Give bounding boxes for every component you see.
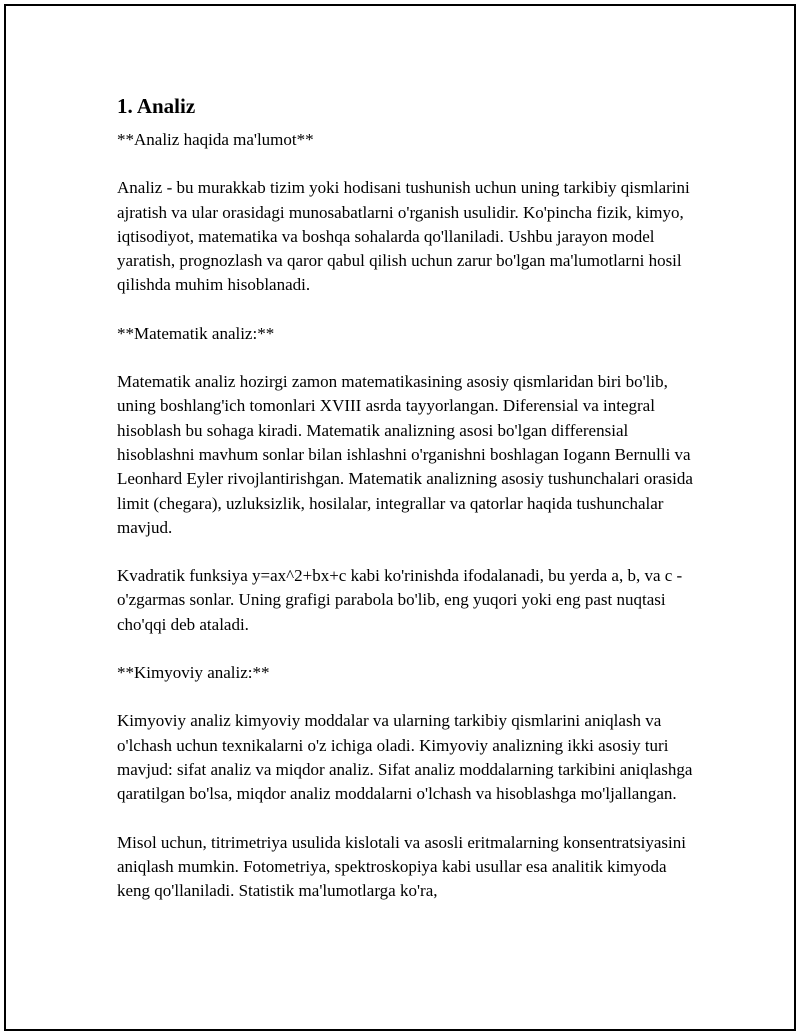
paragraph-analiz-definition: Analiz - bu murakkab tizim yoki hodisani tushunish uchun uning tarkibiy qismlarini ajratish va ular orasidagi munosabatlarni o'rganish usulidir. Ko'pincha fizik, kimyo, iqtisodiyot, matematika va boshqa sohalarda qo'llaniladi. Ushbu jarayon model yaratish, prognozlash va qaror qabul qilish uchun zarur bo'lgan ma'lumotlarni hosil qilishda muhim hisoblanadi. (117, 178, 690, 295)
subheading-analiz-info: **Analiz haqida ma'lumot** (117, 130, 314, 149)
paragraph-matematik-analiz: Matematik analiz hozirgi zamon matematikasining asosiy qismlaridan biri bo'lib, uning boshlang'ich tomonlari XVIII asrda tayyorlangan. Diferensial va integral hisoblash bu sohaga kiradi. Matematik analizning asosi bo'lgan differensial hisoblashni mavhum sonlar bilan ishlashni o'rganishni boshlagan Iogann Bernulli va Leonhard Eyler rivojlantirishgan. Matematik analizning asosiy tushunchalari orasida limit (chegara), uzluksizlik, hosilalar, integrallar va qatorlar haqida tushunchalar mavjud. (117, 372, 693, 537)
subheading-matematik-analiz: **Matematik analiz:** (117, 323, 275, 343)
paragraph-kimyoviy-analiz: Kimyoviy analiz kimyoviy moddalar va ularning tarkibiy qismlarini aniqlash va o'lchash uchun texnikalarni o'z ichiga oladi. Kimyoviy analizning ikki asosiy turi mavjud: sifat analiz va miqdor analiz. Sifat analiz moddalarning tarkibini aniqlashga qaratilgan bo'lsa, miqdor analiz moddalarni o'lchash va hisoblashga mo'ljallangan. (117, 711, 693, 804)
section-heading: 1. Analiz (117, 94, 196, 118)
paragraph-titrimetriya: Misol uchun, titrimetriya usulida kislotali va asosli eritmalarning konsentratsiyasini aniqlash mumkin. Fotometriya, spektroskopiya kabi usullar esa analitik kimyoda keng qo'llaniladi. Statistik ma'lumotlarga ko'ra, (117, 832, 686, 901)
subheading-kimyoviy-analiz: **Kimyoviy analiz:** (117, 663, 270, 683)
paragraph-kvadratik-funksiya: Kvadratik funksiya y=ax^2+bx+c kabi ko'rinishda ifodalanadi, bu yerda a, b, va c - o'zgarmas sonlar. Uning grafigi parabola bo'lib, eng yuqori yoki eng past nuqtasi cho'qqi deb ataladi. (117, 566, 683, 634)
document-body (117, 92, 697, 927)
